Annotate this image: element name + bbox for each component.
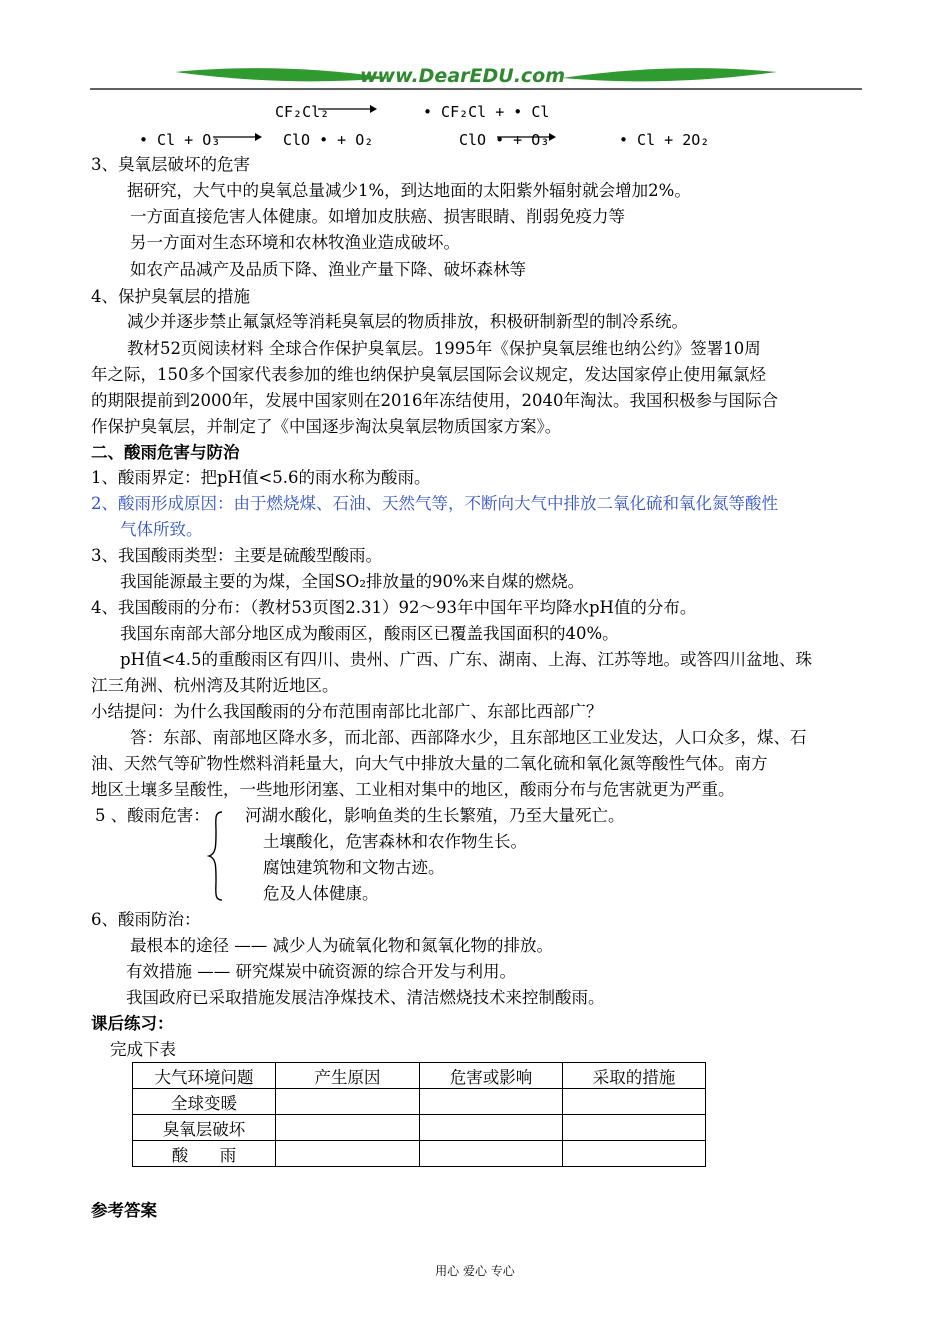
exercise-title: 课后练习： (91, 1014, 174, 1033)
table-row (133, 1115, 706, 1141)
paragraph: 江三角洲、杭州湾及其附近地区。 (91, 676, 339, 695)
formula-cl-o3: • Cl + O₃ (139, 131, 221, 149)
arrow-icon (318, 103, 378, 115)
paragraph: 年之际，150多个国家代表参加的维也纳保护臭氧层国际会议规定，发达国家停止使用氟氯烃 (91, 365, 766, 384)
table-cell: 酸 雨 (133, 1141, 276, 1167)
item: 3、我国酸雨类型：主要是硫酸型酸雨。 (91, 546, 382, 565)
table-cell-empty (276, 1115, 420, 1141)
paragraph: 教材52页阅读材料 全球合作保护臭氧层。1995年《保护臭氧层维也纳公约》签署10周 (127, 339, 761, 358)
arrow-icon (497, 131, 557, 143)
table-row (133, 1141, 706, 1167)
formula-cl-2o2: • Cl + 2O₂ (619, 131, 710, 149)
table-header: 大气环境问题 (133, 1063, 276, 1089)
table-cell-empty (420, 1115, 563, 1141)
table-cell-empty (563, 1115, 706, 1141)
paragraph: 的期限提前到2000年，发展中国家则在2016年冻结使用，2040年淘汰。我国积极参与国际合 (91, 391, 778, 410)
paragraph: 我国政府已采取措施发展洁净煤技术、清洁燃烧技术来控制酸雨。 (126, 988, 605, 1007)
arrow-icon (213, 131, 263, 143)
formula-clo-o2: ClO • + O₂ (283, 131, 374, 149)
section-title: 二、酸雨危害与防治 (91, 443, 240, 462)
table-header: 产生原因 (276, 1063, 420, 1089)
table-header: 危害或影响 (420, 1063, 563, 1089)
harm-item: 河湖水酸化，影响鱼类的生长繁殖，乃至大量死亡。 (245, 806, 625, 825)
page-footer: 用心 爱心 专心 (435, 1264, 515, 1278)
answer: 答：东部、南部地区降水多，而北部、西部降水少，且东部地区工业发达，人口众多，煤、石 (130, 728, 807, 747)
item: 5 、酸雨危害： (95, 806, 210, 825)
formula-clo-o3: ClO • + O₃ (459, 131, 550, 149)
table-cell: 臭氧层破坏 (133, 1115, 276, 1141)
table-cell-empty (420, 1141, 563, 1167)
exercise-table (132, 1062, 706, 1167)
table-cell-empty (276, 1141, 420, 1167)
paragraph: 如农产品减产及品质下降、渔业产量下降、破坏森林等 (130, 260, 526, 279)
table-row (133, 1089, 706, 1115)
paragraph: 减少并逐步禁止氟氯烃等消耗臭氧层的物质排放，积极研制新型的制冷系统。 (127, 312, 688, 331)
paragraph: 最根本的途径 —— 减少人为硫氧化物和氮氧化物的排放。 (130, 936, 553, 955)
paragraph: 我国能源最主要的为煤，全国SO₂排放量的90%来自煤的燃烧。 (120, 572, 585, 591)
table-cell: 全球变暖 (133, 1089, 276, 1115)
answers-title: 参考答案 (91, 1201, 157, 1220)
table-cell-empty (563, 1089, 706, 1115)
paragraph: 另一方面对生态环境和农林牧渔业造成破坏。 (130, 233, 460, 252)
section-heading: 3、臭氧层破坏的危害 (91, 155, 250, 174)
question: 小结提问：为什么我国酸雨的分布范围南部比北部广、东部比西部广？ (91, 702, 603, 721)
item: 1、酸雨界定：把pH值<5.6的雨水称为酸雨。 (91, 468, 431, 487)
brace-icon (206, 810, 226, 902)
formula-products-1: • CF₂Cl + • Cl (423, 103, 550, 121)
paragraph: 据研究，大气中的臭氧总量减少1%，到达地面的太阳紫外辐射就会增加2%。 (127, 181, 691, 200)
table-header: 采取的措施 (563, 1063, 706, 1089)
exercise-instruction: 完成下表 (110, 1040, 176, 1059)
item-highlighted: 2、酸雨形成原因：由于燃烧煤、石油、天然气等，不断向大气中排放二氧化硫和氧化氮等酸性 (91, 494, 778, 513)
paragraph: 作保护臭氧层，并制定了《中国逐步淘汰臭氧层物质国家方案》。 (91, 417, 562, 436)
table-cell-empty (276, 1089, 420, 1115)
paragraph: 有效措施 —— 研究煤炭中硫资源的综合开发与利用。 (126, 962, 516, 981)
item: 4、我国酸雨的分布：（教材53页图2.31）92～93年中国年平均降水pH值的分布。 (91, 598, 697, 617)
table-header-row (133, 1063, 706, 1089)
paragraph: 一方面直接危害人体健康。如增加皮肤癌、损害眼睛、削弱免疫力等 (130, 207, 625, 226)
table-cell-empty (420, 1089, 563, 1115)
paragraph: pH值<4.5的重酸雨区有四川、贵州、广西、广东、湖南、上海、江苏等地。或答四川盆地、珠 (120, 650, 813, 669)
harm-item: 腐蚀建筑物和文物古迹。 (263, 858, 445, 877)
item-highlighted: 气体所致。 (120, 520, 203, 539)
item: 6、酸雨防治： (91, 910, 201, 929)
section-heading: 4、保护臭氧层的措施 (91, 287, 250, 306)
harm-item: 土壤酸化，危害森林和农作物生长。 (263, 832, 527, 851)
table-cell-empty (563, 1141, 706, 1167)
formula-cf2cl2: CF₂Cl₂ (275, 103, 330, 121)
answer: 油、天然气等矿物性燃料消耗量大，向大气中排放大量的二氧化硫和氧化氮等酸性气体。南方 (91, 754, 768, 773)
answer: 地区土壤多呈酸性，一些地形闭塞、工业相对集中的地区，酸雨分布与危害就更为严重。 (91, 780, 735, 799)
paragraph: 我国东南部大部分地区成为酸雨区，酸雨区已覆盖我国面积的40%。 (120, 624, 619, 643)
harm-item: 危及人体健康。 (263, 884, 379, 903)
header-logo-text: www.DearEDU.com (360, 65, 566, 87)
